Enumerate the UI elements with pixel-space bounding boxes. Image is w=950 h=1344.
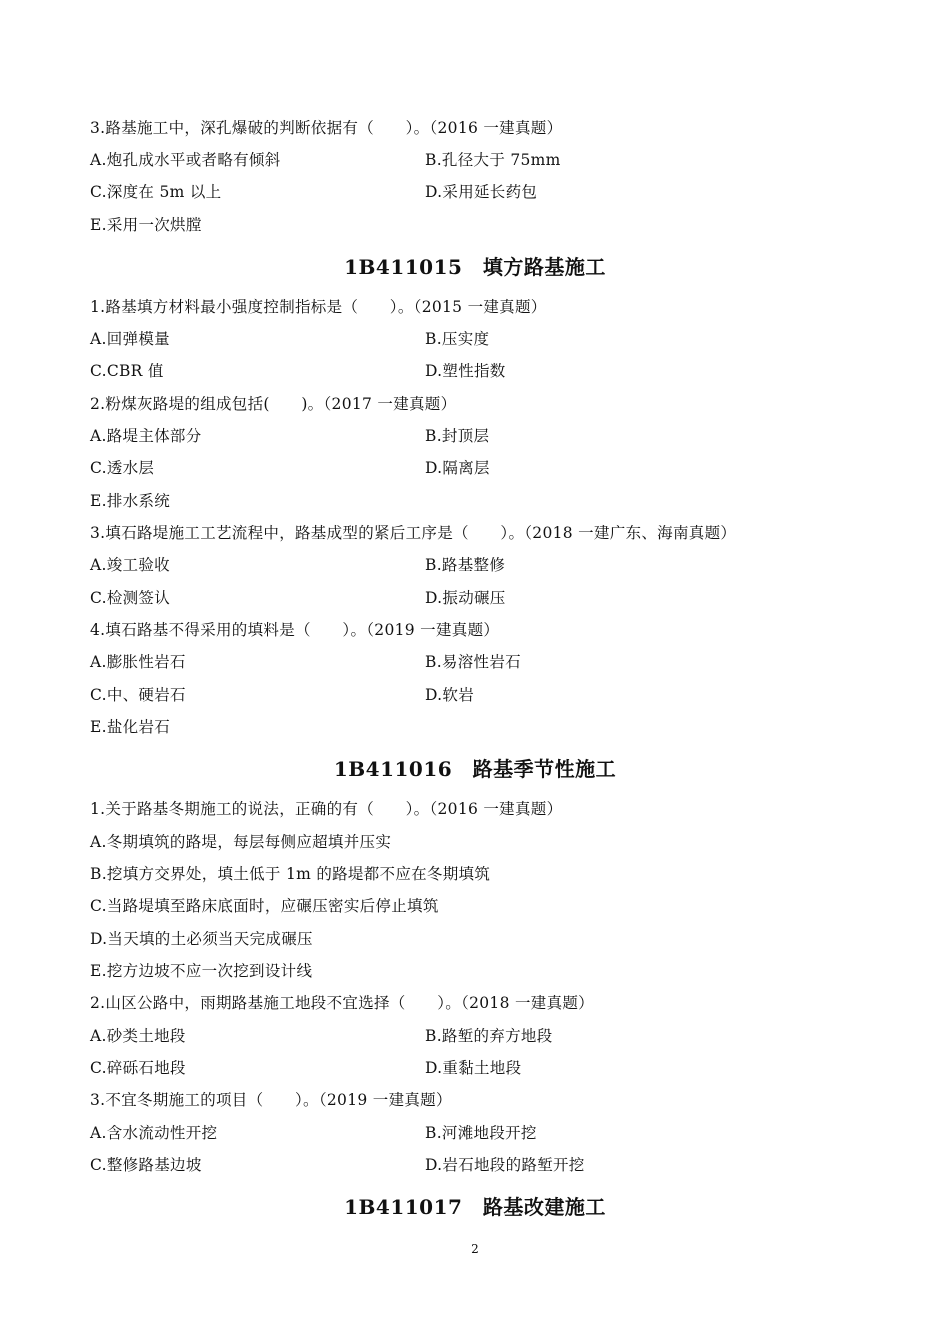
option-a: A.路堤主体部分 (90, 427, 202, 445)
option-d: D.重黏土地段 (425, 1059, 522, 1077)
option-c: C.当路堤填至路床底面时，应碾压密实后停止填筑 (90, 897, 439, 915)
option-d: D.采用延长药包 (425, 183, 538, 201)
question-stem: 3.不宜冬期施工的项目（ ）。（2019 一建真题） (90, 1091, 452, 1109)
option-b: B.孔径大于 75mm (425, 151, 561, 169)
option-b: B.挖填方交界处，填土低于 1m 的路堤都不应在冬期填筑 (90, 865, 491, 883)
option-c: C.深度在 5m 以上 (90, 183, 222, 201)
option-b: B.河滩地段开挖 (425, 1124, 537, 1142)
section-heading: 1B411017 路基改建施工 (344, 1195, 606, 1219)
option-c: C.检测签认 (90, 589, 171, 607)
option-c: C.CBR 值 (90, 362, 164, 380)
option-d: D.岩石地段的路堑开挖 (425, 1156, 585, 1174)
option-c: C.碎砾石地段 (90, 1059, 186, 1077)
section-heading: 1B411016 路基季节性施工 (333, 757, 617, 781)
question-stem: 3.填石路堤施工工艺流程中，路基成型的紧后工序是（ ）。（2018 一建广东、海南真题） (90, 524, 737, 542)
option-a: A.回弹模量 (90, 330, 170, 348)
question-stem: 1.路基填方材料最小强度控制指标是（ ）。（2015 一建真题） (90, 298, 547, 316)
question-stem: 3.路基施工中，深孔爆破的判断依据有（ ）。（2016 一建真题） (90, 119, 563, 137)
option-d: D.振动碾压 (425, 589, 506, 607)
option-e: E.采用一次烘膛 (90, 216, 202, 234)
question-stem: 2.粉煤灰路堤的组成包括( )。（2017 一建真题） (90, 395, 457, 413)
option-b: B.封顶层 (425, 427, 490, 445)
option-e: E.挖方边坡不应一次挖到设计线 (90, 962, 313, 980)
option-b: B.路基整修 (425, 556, 506, 574)
page-number: 2 (471, 1242, 479, 1256)
option-a: A.含水流动性开挖 (90, 1124, 218, 1142)
option-e: E.排水系统 (90, 492, 171, 510)
option-e: E.盐化岩石 (90, 718, 171, 736)
option-d: D.隔离层 (425, 459, 490, 477)
option-a: A.竣工验收 (90, 556, 170, 574)
option-c: C.中、硬岩石 (90, 686, 186, 704)
option-a: A.冬期填筑的路堤，每层每侧应超填并压实 (90, 833, 392, 851)
question-stem: 1.关于路基冬期施工的说法，正确的有（ ）。（2016 一建真题） (90, 800, 563, 818)
option-a: A.炮孔成水平或者略有倾斜 (90, 151, 281, 169)
option-a: A.膨胀性岩石 (90, 653, 186, 671)
section-heading: 1B411015 填方路基施工 (344, 255, 606, 279)
option-d: D.软岩 (425, 686, 475, 704)
option-d: D.当天填的土必须当天完成碾压 (90, 930, 313, 948)
option-d: D.塑性指数 (425, 362, 506, 380)
option-a: A.砂类土地段 (90, 1027, 186, 1045)
option-b: B.压实度 (425, 330, 490, 348)
option-c: C.整修路基边坡 (90, 1156, 202, 1174)
question-stem: 2.山区公路中，雨期路基施工地段不宜选择（ ）。（2018 一建真题） (90, 994, 594, 1012)
option-b: B.易溶性岩石 (425, 653, 521, 671)
option-b: B.路堑的弃方地段 (425, 1027, 553, 1045)
option-c: C.透水层 (90, 459, 155, 477)
question-stem: 4.填石路基不得采用的填料是（ ）。（2019 一建真题） (90, 621, 500, 639)
